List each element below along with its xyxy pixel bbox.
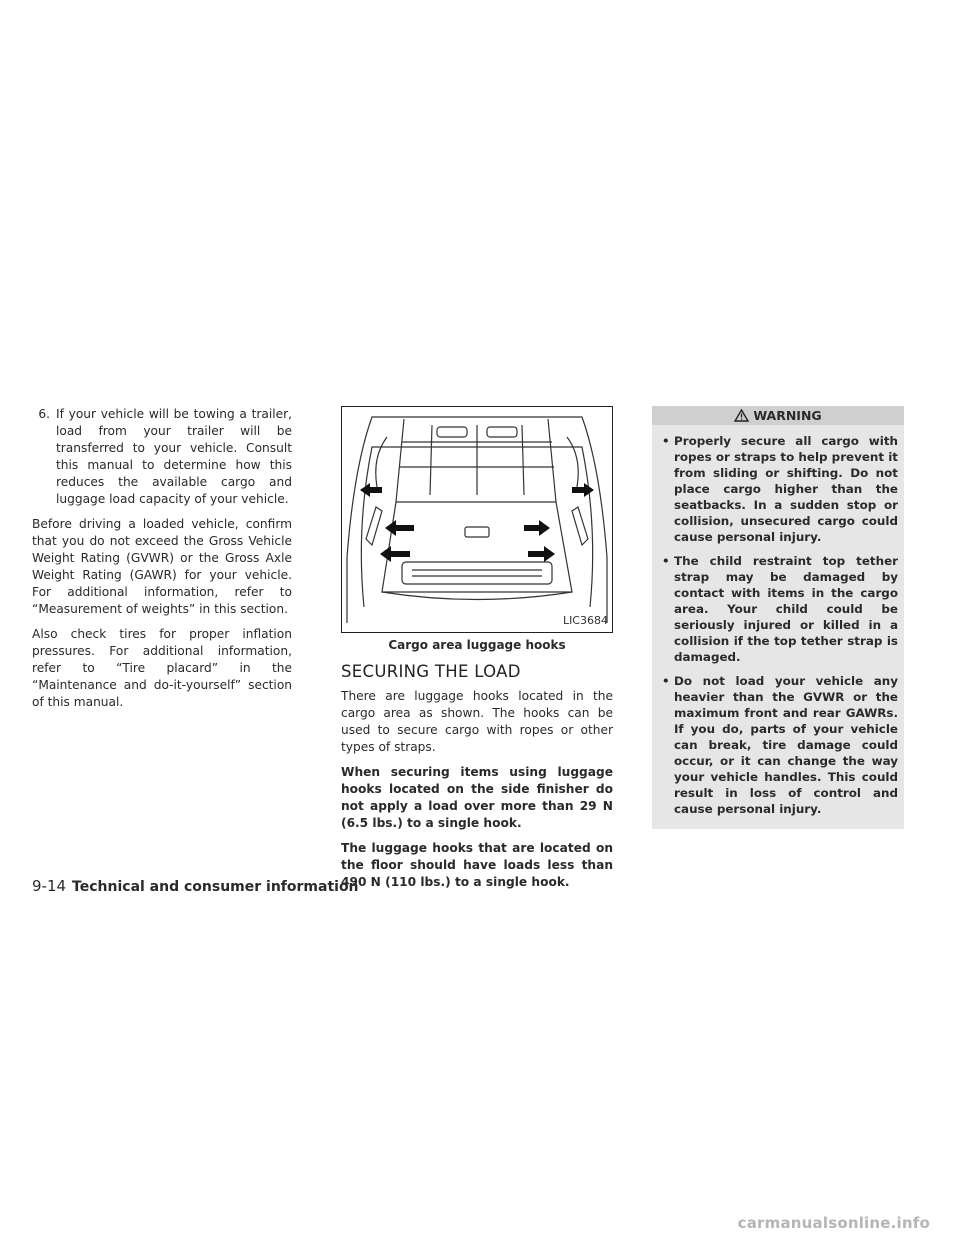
page-number: 9-14 — [32, 877, 67, 895]
figure-caption: Cargo area luggage hooks — [388, 638, 566, 652]
gvwr-paragraph: Before driving a loaded vehicle, confirm that you do not exceed the Gross Vehicle Weight Rating (GVWR) or the Gross Axle Weight Rating (GAWR) for your vehicle. For additional information, refer to “Measurement of weights” in this section. — [32, 517, 292, 616]
bullet: • — [662, 674, 670, 688]
warning-header — [652, 406, 904, 425]
warning-item-text: Properly secure all cargo with ropes or straps to help prevent it from sliding or shifting. Do not place cargo higher than the seatbacks. In a sudden stop or collision, unsecured cargo could cause personal injury. — [674, 434, 898, 544]
page-footer — [32, 877, 359, 895]
hook-arrow-right-upper — [572, 483, 594, 497]
bullet: • — [662, 434, 670, 448]
footer-title: Technical and consumer information — [72, 879, 359, 895]
warning-item — [652, 553, 904, 665]
warning-triangle-icon — [734, 408, 749, 427]
warning-item — [652, 673, 904, 817]
warning-item — [652, 433, 904, 545]
floor-hook-load-note: The luggage hooks that are located on the floor should have loads less than 490 N (110 lbs.) to a single hook. — [341, 841, 613, 889]
tire-paragraph: Also check tires for proper inflation pressures. For additional information, refer to “Tire placard” in the “Maintenance and do-it-yourself” section of this manual. — [32, 627, 292, 709]
item-number: 6. — [38, 407, 50, 421]
hook-arrow-left-lower — [380, 546, 410, 562]
middle-column — [341, 406, 613, 899]
item-text: If your vehicle will be towing a trailer, load from your trailer will be transferred to your vehicle. Consult this manual to determine how this reduces the available cargo and luggage load capacity of your vehicle. — [56, 407, 292, 506]
hook-arrow-left-middle — [385, 520, 414, 536]
hook-arrow-right-middle — [524, 520, 550, 536]
hooks-paragraph: There are luggage hooks located in the cargo area as shown. The hooks can be used to secure cargo with ropes or other types of straps. — [341, 689, 613, 754]
list-item-6 — [32, 406, 292, 508]
warning-item-text: The child restraint top tether strap may be damaged by contact with items in the cargo area. Your child could be seriously injured or killed in a collision if the top tether strap is damaged. — [674, 554, 898, 664]
hook-arrow-left-upper — [360, 483, 382, 497]
warning-item-text: Do not load your vehicle any heavier than the GVWR or the maximum front and rear GAWRs. If you do, parts of your vehicle can break, tire damage could occur, or it can change the way your vehicle handles. This could result in loss of control and cause personal injury. — [674, 674, 898, 816]
bullet: • — [662, 554, 670, 568]
figure-id: LIC3684 — [562, 614, 608, 627]
cargo-area-illustration — [342, 407, 612, 632]
hook-arrow-right-lower — [528, 546, 555, 562]
warning-title: WARNING — [753, 408, 822, 423]
side-hook-load-note: When securing items using luggage hooks located on the side finisher do not apply a load over more than 29 N (6.5 lbs.) to a single hook. — [341, 765, 613, 830]
cargo-hooks-figure — [341, 406, 613, 633]
left-column — [32, 406, 292, 719]
right-column — [652, 406, 904, 829]
watermark[interactable]: carmanualsonline.info — [737, 1214, 930, 1232]
section-title: SECURING THE LOAD — [341, 662, 521, 681]
warning-box — [652, 406, 904, 829]
